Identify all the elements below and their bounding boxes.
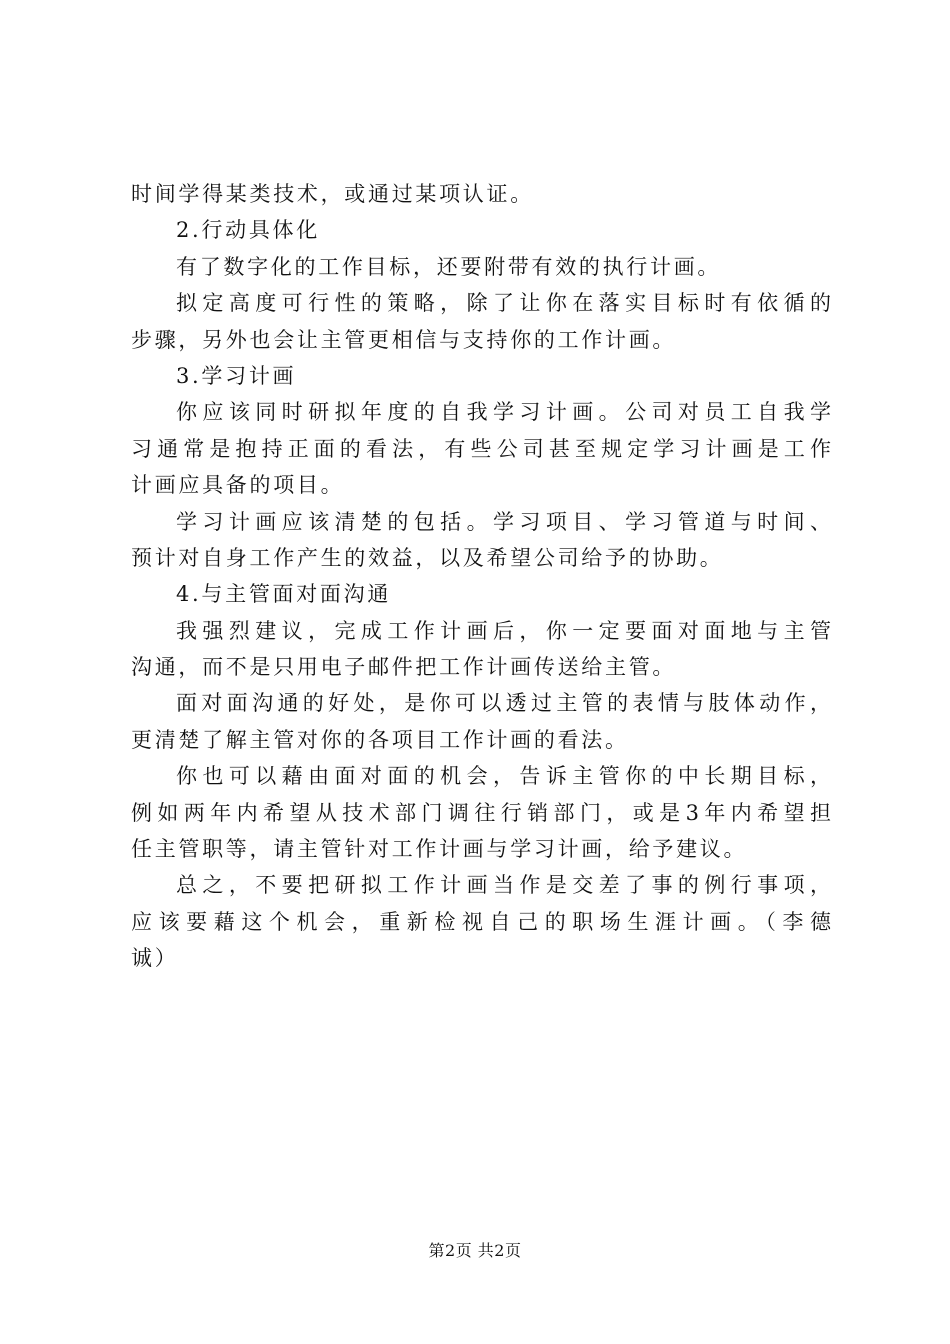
paragraph-line: 任主管职等，请主管针对工作计画与学习计画，给予建议。 [131, 837, 748, 862]
paragraph-line: 更清楚了解主管对你的各项目工作计画的看法。 [131, 727, 629, 752]
paragraph-line: 我强烈建议，完成工作计画后，你一定要面对面地与主管 [176, 618, 831, 643]
paragraph-line: 学习计画应该清楚的包括。学习项目、学习管道与时间、 [176, 509, 831, 534]
paragraph-line: 例如两年内希望从技术部门调往行销部门，或是3年内希望担 [131, 800, 831, 825]
paragraph-line: 拟定高度可行性的策略，除了让你在落实目标时有依循的 [176, 291, 831, 316]
section-heading: 3.学习计画 [176, 363, 297, 388]
paragraph-line: 步骤，另外也会让主管更相信与支持你的工作计画。 [131, 327, 677, 352]
paragraph-line: 你也可以藉由面对面的机会，告诉主管你的中长期目标， [176, 764, 831, 789]
paragraph-line: 总之，不要把研拟工作计画当作是交差了事的例行事项， [176, 873, 831, 898]
paragraph-line: 应该要藉这个机会，重新检视自己的职场生涯计画。（李德 [131, 909, 831, 934]
document-body [131, 176, 831, 977]
paragraph-line: 计画应具备的项目。 [131, 473, 345, 498]
paragraph-line: 有了数字化的工作目标，还要附带有效的执行计画。 [176, 254, 722, 279]
page-number-footer: 第2页 共2页 [428, 1241, 522, 1260]
paragraph-line: 你应该同时研拟年度的自我学习计画。公司对员工自我学 [176, 400, 831, 425]
section-heading: 2.行动具体化 [176, 218, 320, 243]
section-heading: 4.与主管面对面沟通 [176, 582, 392, 607]
paragraph-line: 沟通，而不是只用电子邮件把工作计画传送给主管。 [131, 655, 677, 680]
paragraph-line: 面对面沟通的好处，是你可以透过主管的表情与肢体动作， [176, 691, 831, 716]
paragraph-line: 时间学得某类技术，或通过某项认证。 [131, 182, 534, 206]
paragraph-line: 预计对自身工作产生的效益，以及希望公司给予的协助。 [131, 545, 724, 570]
paragraph-line: 诚） [131, 946, 179, 971]
paragraph-line: 习通常是抱持正面的看法，有些公司甚至规定学习计画是工作 [131, 436, 831, 461]
